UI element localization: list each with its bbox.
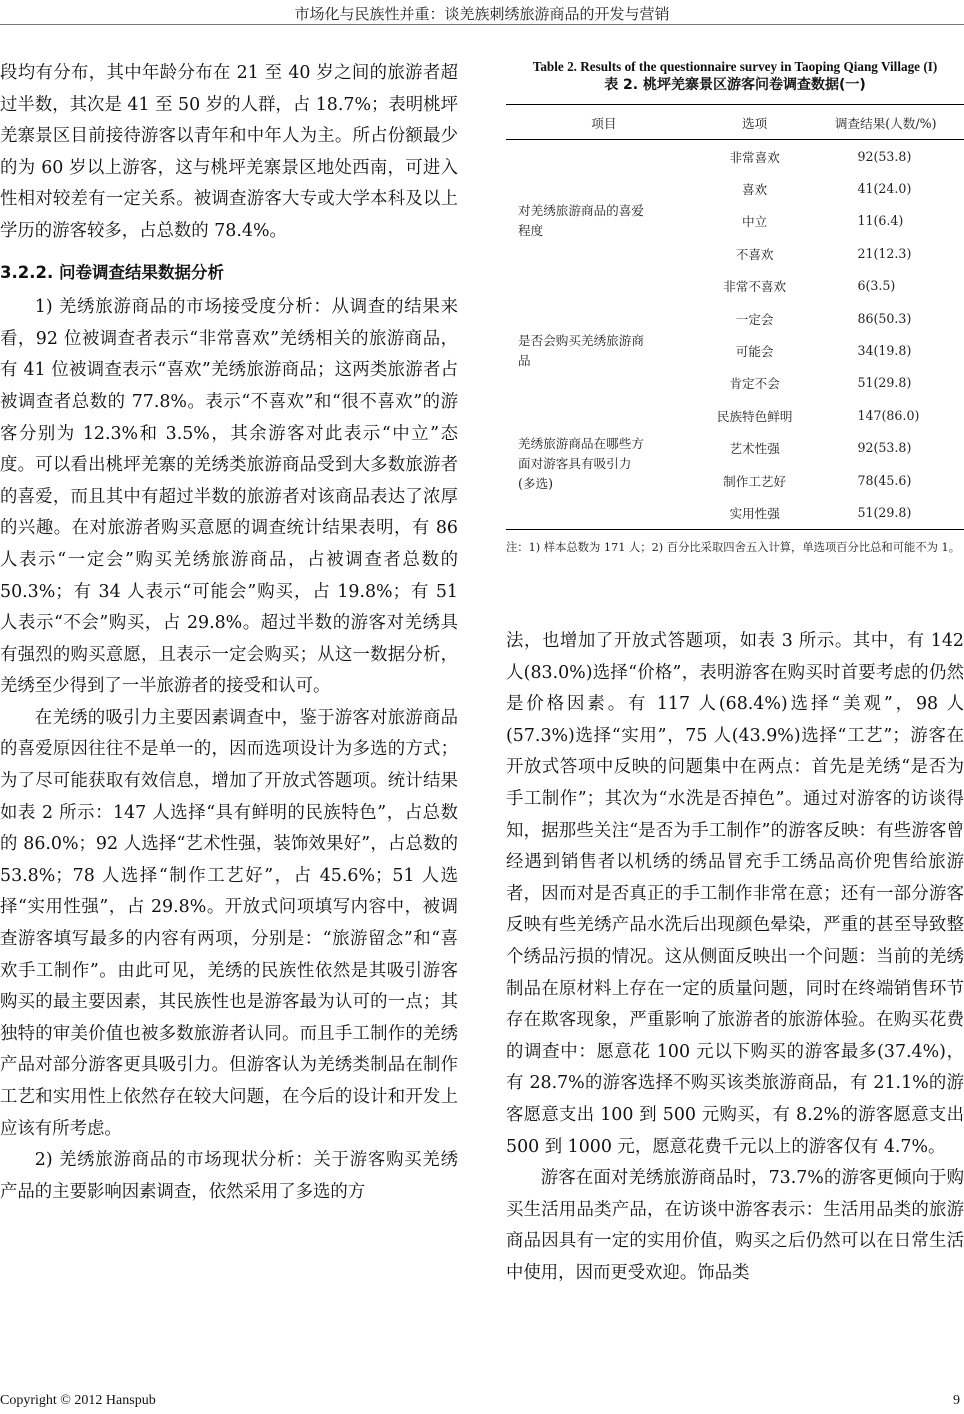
table-note: 注：1) 样本总数为 171 人；2) 百分比采取四舍五入计算，单选项百分比总和可能不为 1。: [506, 540, 960, 554]
right-column-text: [506, 626, 964, 1289]
table-row: [506, 399, 964, 431]
table-result-cell: 34(19.8): [857, 343, 912, 359]
header-rule: [0, 24, 964, 25]
paragraph-product-preference: 游客在面对羌绣旅游商品时，73.7%的游客更倾向于购买生活用品类产品，在访谈中游客表示：生活用品类的旅游商品因具有一定的实用价值，购买之后仍然可以在日常生活中使用，因而更受欢迎。饰品类: [506, 1168, 964, 1283]
table-item-cell: [506, 140, 702, 302]
table-result-cell: 92(53.8): [857, 440, 912, 456]
table-row: [506, 302, 964, 334]
table-option-cell: 喜欢: [742, 182, 768, 198]
paragraph-market-status: 2) 羌绣旅游商品的市场现状分析：关于游客购买羌绣产品的主要影响因素调查，依然采用了多选的方: [0, 1150, 458, 1202]
table-header-cell: 项目: [506, 105, 702, 140]
table-item-label: 是否会购买羌绣旅游商品: [518, 332, 644, 368]
table-option-cell: 肯定不会: [729, 376, 780, 392]
table-row: [506, 140, 964, 173]
table-option-cell: 可能会: [735, 344, 774, 360]
table-result-cell: 51(29.8): [857, 504, 912, 520]
table-option-cell: 非常不喜欢: [723, 279, 787, 295]
table-header-cell: 调查结果(人数/%): [807, 105, 964, 140]
table-result-cell: 11(6.4): [857, 213, 904, 229]
table-result-cell: 92(53.8): [857, 148, 912, 164]
table-option-cell: 一定会: [735, 311, 774, 327]
copyright-footer: Copyright © 2012 Hanspub: [0, 1393, 156, 1408]
table-result-cell: 6(3.5): [857, 278, 896, 294]
paragraph-intro: 段均有分布，其中年龄分布在 21 至 40 岁之间的旅游者超过半数，其次是 41 至 50 岁的人群，占 18.7%；表明桃坪羌寨景区目前接待游客以青年和中年人为主。所占份额最少的为 60 岁以上游客，这与桃坪羌寨景区地处西南，可进入性相对较差有一定关系。被调查游客大专或大学本科及以上学历的游客较多，占总数的 78.4%。: [0, 63, 458, 241]
table-result-cell: 21(12.3): [857, 245, 912, 261]
table-caption-en: Table 2. Results of the questionnaire survey in Taoping Qiang Village (I): [532, 59, 938, 74]
left-column: [0, 58, 458, 1208]
table-result-cell: 51(29.8): [857, 375, 912, 391]
table-option-cell: 制作工艺好: [723, 473, 787, 489]
table-caption-cn: 表 2. 桃坪羌寨景区游客问卷调查数据(一): [604, 77, 866, 93]
table-item-cell: [506, 302, 702, 399]
table-header-row: [506, 105, 964, 140]
table-option-cell: 不喜欢: [735, 246, 774, 262]
table-option-cell: 艺术性强: [729, 441, 780, 457]
paragraph-market-acceptance: 1) 羌绣旅游商品的市场接受度分析：从调查的结果来看，92 位被调查者表示“非常喜欢”羌绣相关的旅游商品，有 41 位被调查表示“喜欢”羌绣旅游商品；这两类旅游者占被调查者总数的 77.8%。表示“不喜欢”和“很不喜欢”的游客分别为 12.3%和 3.5%，其余游客对此表示“中立”态度。可以看出桃坪羌寨的羌绣类旅游商品受到大多数旅游者的喜爱，而且其中有超过半数的旅游者对该商品表达了浓厚的兴趣。在对旅游者购买意愿的调查统计结果表明，有 86 人表示“一定会”购买羌绣旅游商品，占被调查者总数的 50.3%；有 34 人表示“可能会”购买，占 19.8%；有 51 人表示“不会”购买，占 29.8%。超过半数的游客对羌绣具有强烈的购买意愿，且表示一定会购买；从这一数据分析，羌绣至少得到了一半旅游者的接受和认可。: [0, 297, 458, 697]
right-column: [506, 58, 964, 1283]
table-option-cell: 实用性强: [729, 505, 780, 521]
survey-table: [506, 104, 964, 530]
table-item-cell: [506, 399, 702, 529]
table-option-cell: 中立: [742, 214, 768, 230]
paragraph-purchase-factors: 法，也增加了开放式答题项，如表 3 所示。其中，有 142 人(83.0%)选择“价格”，表明游客在购买时首要考虑的仍然是价格因素。有 117 人(68.4%)选择“美观”，98 人(57.3%)选择“实用”，75 人(43.9%)选择“工艺”；游客在开放式答项中反映的问题集中在两点：首先是羌绣“是否为手工制作”；其次为“水洗是否掉色”。通过对游客的访谈得知，据那些关注“是否为手工制作”的游客反映：有些游客曾经遇到销售者以机绣的绣品冒充手工绣品高价兜售给旅游者，因而对是否真正的手工制作非常在意；还有一部分游客反映有些羌绣产品水洗后出现颜色晕染，严重的甚至导致整个绣品污损的情况。这从侧面反映出一个问题：当前的羌绣制品在原材料上存在一定的质量问题，同时在终端销售环节存在欺客现象，严重影响了旅游者的旅游体验。在购买花费的调查中：愿意花 100 元以下购买的游客最多(37.4%)，有 28.7%的游客选择不购买该类旅游商品，有 21.1%的游客愿意支出 100 到 500 元购买，有 8.2%的游客愿意支出 500 到 1000 元，愿意花费千元以上的游客仅有 4.7%。: [506, 631, 964, 1157]
table-result-cell: 78(45.6): [857, 472, 912, 488]
table-item-label: 对羌绣旅游商品的喜爱程度: [518, 202, 644, 238]
paragraph-attraction: 在羌绣的吸引力主要因素调查中，鉴于游客对旅游商品的喜爱原因往往不是单一的，因而选项设计为多选的方式；为了尽可能获取有效信息，增加了开放式答题项。统计结果如表 2 所示：147 人选择“具有鲜明的民族特色”，占总数的 86.0%；92 人选择“艺术性强，装饰效果好”，占总数的 53.8%；78 人选择“制作工艺好”，占 45.6%；51 人选择“实用性强”，占 29.8%。开放式问项填写内容中，被调查游客填写最多的内容有两项，分别是：“旅游留念”和“喜欢手工制作”。由此可见，羌绣的民族性依然是其吸引游客购买的最主要因素，其民族性也是游客最为认可的一点；其独特的审美价值也被多数旅游者认同。而且手工制作的羌绣产品对部分游客更具吸引力。但游客认为羌绣类制品在制作工艺和实用性上依然存在较大问题，在今后的设计和开发上应该有所考虑。: [0, 707, 458, 1139]
page-number: 9: [953, 1393, 960, 1408]
table-option-cell: 民族特色鲜明: [716, 408, 793, 424]
table-item-label: 羌绣旅游商品在哪些方面对游客具有吸引力(多选): [518, 435, 644, 491]
section-heading: 3.2.2. 问卷调查结果数据分析: [0, 262, 224, 282]
table-result-cell: 41(24.0): [857, 181, 912, 197]
table-header-cell: 选项: [702, 105, 808, 140]
table-option-cell: 非常喜欢: [729, 149, 780, 165]
table-result-cell: 147(86.0): [857, 407, 920, 423]
table-result-cell: 86(50.3): [857, 310, 912, 326]
running-head: 市场化与民族性并重：谈羌族刺绣旅游商品的开发与营销: [294, 5, 670, 23]
